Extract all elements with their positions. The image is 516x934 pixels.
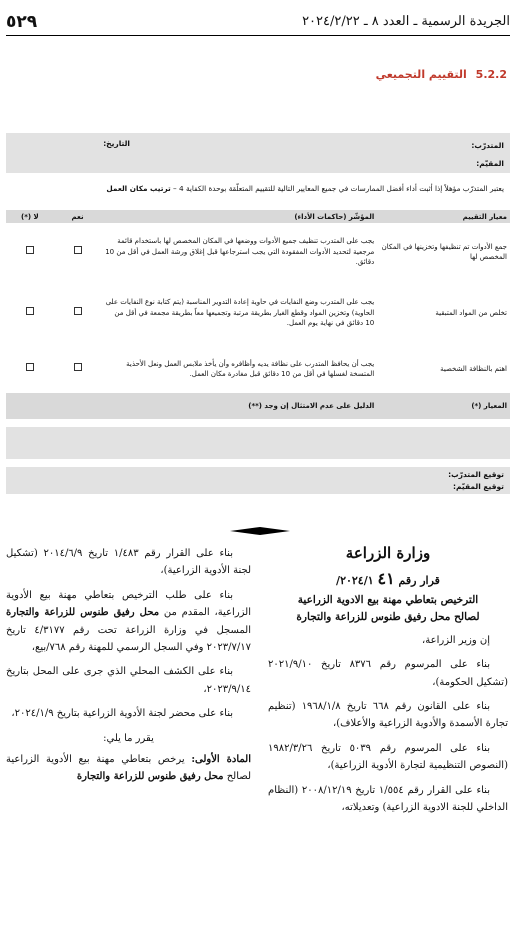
section-title: التقييم التجميعي — [375, 68, 467, 81]
evidence-label: الدليل على عدم الامتثال إن وجد (**) — [6, 393, 377, 419]
row-criterion: اهتم بالنظافة الشخصية — [440, 364, 507, 373]
decides-heading: يقرر ما يلي: — [103, 732, 154, 744]
yes-checkbox[interactable] — [74, 363, 82, 371]
section-heading — [376, 68, 507, 81]
paragraph: بناء على محضر لجنة الأدوية الزراعية بتاريخ ٢٠٢٤/١/٩، — [11, 708, 233, 720]
table-row — [6, 345, 510, 393]
decision-number — [268, 570, 508, 589]
decision-number-prefix: قرار رقم — [398, 574, 440, 588]
section-number: 5.2.2 — [475, 68, 507, 81]
yes-checkbox[interactable] — [74, 307, 82, 315]
col-criterion: معيار التقييم — [377, 210, 510, 223]
shop-name: محل رفيق طنوس للزراعة والتجارة — [76, 771, 224, 783]
shop-name: محل رفيق طنوس للزراعة والتجارة — [6, 607, 160, 619]
paragraph: بناء على القرار رقم ١/٥٥٤ تاريخ ٢٠٠٨/١٢/١٩ (النظام الداخلي للجنة الادوية الزراعية) وتعديلاته، — [268, 784, 508, 814]
trainee-label: المتدرّب: — [471, 141, 504, 150]
paragraph: بناء على الكشف المحلي الذي جرى على المحل بتاريخ ٢٠٢٣/٩/١٤، — [6, 666, 251, 695]
paragraph: بناء على القرار رقم ١/٤٨٣ تاريخ ٢٠١٤/٦/٩ (تشكيل لجنة الأدوية الزراعية)، — [6, 548, 251, 577]
assessor-label: المقيّم: — [476, 159, 504, 168]
decision-opening: إن وزير الزراعة، — [422, 634, 490, 646]
ministry-title: وزارة الزراعة — [345, 544, 431, 562]
table-row — [6, 223, 510, 281]
row-performance: يجب على المتدرب تنظيف جميع الأدوات ووضعها في المكان المخصص لها باستخدام قائمة مرجعية لتحديد الأدوات المفقودة التي يجب استرجاعها قبل إغلاق ورشة العمل في أقل من 10 دقائق. — [105, 237, 375, 267]
row-performance: يجب على المتدرب وضع النفايات في حاوية إعادة التدوير المناسبة (يتم كتابة نوع النفايات على الحاوية) وتخزين المواد وقطع الغيار بطريقة مرتبة وتجميعها معاً بطريقة مجمعة في أقل من 10 دقائق في نهاية يوم العمل. — [105, 298, 375, 328]
col-yes: نعم — [54, 210, 102, 223]
no-checkbox[interactable] — [26, 246, 34, 254]
row-criterion: تخلص من المواد المتبقية — [435, 308, 507, 317]
table-row — [6, 281, 510, 345]
criterion-label: المعيار (*) — [377, 393, 510, 419]
page-number: ٥٢٩ — [6, 12, 38, 32]
article-label: المادة الأولى: — [191, 754, 251, 766]
header-rule — [6, 35, 510, 36]
date-label: التاريخ: — [103, 139, 130, 148]
row-criterion: جمع الأدوات تم تنظيفها وتخزينها في المكان المخصص لها — [381, 242, 507, 261]
paragraph: بناء على المرسوم رقم ٨٣٧٦ تاريخ ٢٠٢١/٩/١٠ (تشكيل الحكومة)، — [268, 659, 508, 688]
intro-bold: ترتيب مكان العمل — [106, 184, 171, 193]
paragraph — [6, 587, 251, 657]
intro-paragraph — [14, 184, 504, 193]
decision-left-column — [6, 545, 251, 793]
article-text: يرخص بتعاطي مهنة بيع الأدوية الزراعية لصالح — [6, 754, 251, 783]
decision-title — [268, 592, 508, 626]
no-checkbox[interactable] — [26, 307, 34, 315]
row-performance: يجب أن يحافظ المتدرب على نظافة يديه وأظافره وأن يأخذ ملابس العمل ونعل الأحذية المتسخة لغسلها في أقل من 10 دقائق قبل مغادرة مكان العمل. — [126, 359, 375, 378]
table-header-row — [6, 210, 510, 223]
no-checkbox[interactable] — [26, 363, 34, 371]
decision-date: ٢٠٢٤/١/ — [336, 574, 374, 588]
paragraph-text: بناء على طلب الترخيص بتعاطي مهنة بيع الأدوية الزراعية، المقدم من — [6, 589, 251, 619]
page-header — [6, 12, 510, 34]
yes-checkbox[interactable] — [74, 246, 82, 254]
trainee-signature-label: توقيع المتدرّب: — [448, 470, 504, 479]
article-one — [6, 751, 251, 786]
paragraph-text: المسجل في وزارة الزراعة تحت رقم ٤/٣١٧٧ تاريخ ٢٠٢٣/٧/١٧ وفي السجل الرسمي للمهنة رقم ٧٦٨/بيع، — [6, 624, 251, 654]
decision-number-value: ٤١ — [377, 569, 395, 589]
paragraph: بناء على المرسوم رقم ٥٠٣٩ تاريخ ١٩٨٢/٣/٢٦ (النصوص التنظيمية لتجارة الأدوية الزراعية)، — [268, 742, 508, 772]
intro-text: يعتبر المتدرّب مؤهلاً إذا أثبت أداء أفضل الممارسات في جميع المعايير التالية للتقييم المتعلّقة بوحدة الكفاية 4 – — [173, 184, 504, 193]
paragraph: بناء على القانون رقم ٦٦٨ تاريخ ١٩٦٨/١/٨ (تنظيم تجارة الأسمدة والأدوية الزراعية والأعلاف)، — [268, 701, 508, 730]
col-no: لا (*) — [6, 210, 54, 223]
evidence-box — [6, 427, 510, 459]
section-divider — [230, 527, 290, 535]
criterion-evidence-row — [6, 393, 510, 419]
gazette-title: الجريدة الرسمية ـ العدد ٨ ـ ٢٠٢٤/٢/٢٢ — [302, 14, 510, 29]
decision-right-column — [268, 545, 508, 823]
col-performance: المؤشّر (حاكمات الأداء) — [101, 210, 377, 223]
trainee-info-box — [6, 133, 510, 173]
assessment-table — [6, 210, 510, 419]
decision-title-line: الترخيص بتعاطي مهنة بيع الادوية الزراعية — [297, 593, 479, 606]
decision-title-line: لصالح محل رفيق طنوس للزراعة والتجارة — [296, 610, 480, 623]
signature-box — [6, 467, 510, 494]
assessor-signature-label: توقيع المقيّم: — [453, 482, 504, 491]
